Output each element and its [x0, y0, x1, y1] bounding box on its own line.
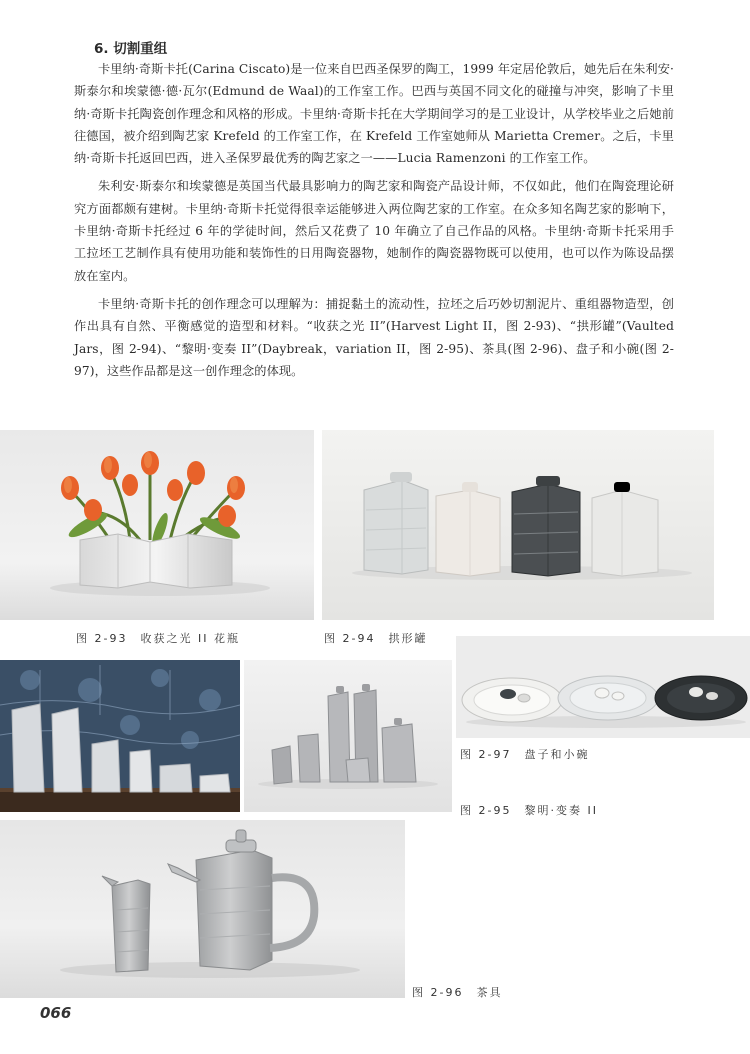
photo-tea-set: [0, 820, 405, 998]
body-text: [74, 58, 674, 388]
paragraph-3: 卡里纳·奇斯卡托的创作理念可以理解为：捕捉黏土的流动性，拉坯之后巧妙切割泥片、重组器物造型，创作出具有自然、平衡感觉的造型和材料。“收获之光 II”(Harvest Light II，图 2-93)、“拱形罐”(Vaulted Jars，图 2-94)、“黎明·变奏 II”(Daybreak，variation II，图 2-95)、茶具(图 2-96)、盘子和小碗(图 2-97)，这些作品都是这一创作理念的体现。: [74, 296, 674, 378]
caption-fig-2-93: 图 2-93 收获之光 II 花瓶: [76, 632, 240, 645]
photo-plates-bowls: [456, 636, 750, 738]
photo-daybreak-jars: [244, 660, 452, 812]
page-number: 066: [40, 1004, 72, 1022]
photo-daybreak-wallpaper: [0, 660, 240, 812]
caption-fig-2-96: 图 2-96 茶具: [412, 986, 503, 999]
caption-fig-2-94: 图 2-94 拱形罐: [324, 632, 428, 645]
paragraph-2: 朱利安·斯泰尔和埃蒙德是英国当代最具影响力的陶艺家和陶瓷产品设计师，不仅如此，他们在陶瓷理论研究方面都颇有建树。卡里纳·奇斯卡托觉得很幸运能够进入两位陶艺家的工作室。在众多知名陶艺家的影响下，卡里纳·奇斯卡托经过 6 年的学徒时间，然后又花费了 10 年确立了自己作品的风格。卡里纳·奇斯卡托采用手工拉坯工艺制作具有使用功能和装饰性的日用陶瓷器物，她制作的陶瓷器物既可以使用，也可以作为陈设品摆放在室内。: [74, 179, 674, 283]
photo-harvest-light-vase: [0, 430, 314, 620]
paragraph-1: 卡里纳·奇斯卡托(Carina Ciscato)是一位来自巴西圣保罗的陶工，1999 年定居伦敦后，她先后在朱利安·斯泰尔和埃蒙德·德·瓦尔(Edmund de Waal)的工作室工作。巴西与英国不同文化的碰撞与冲突，影响了卡里纳·奇斯卡托陶瓷创作理念和风格的形成。卡里纳·奇斯卡托在大学期间学习的是工业设计，从学校毕业之后她前往德国，被介绍到陶艺家 Krefeld 的工作室工作，在 Krefeld 工作室她师从 Marietta Cremer。之后，卡里纳·奇斯卡托返回巴西，进入圣保罗最优秀的陶艺家之一——Lucia Ramenzoni 的工作室工作。: [74, 62, 674, 166]
caption-fig-2-95: 图 2-95 黎明·变奏 II: [460, 804, 598, 817]
photo-vaulted-jars: [322, 430, 714, 620]
caption-fig-2-97: 图 2-97 盘子和小碗: [460, 748, 590, 761]
section-heading: 6. 切割重组: [94, 41, 168, 57]
